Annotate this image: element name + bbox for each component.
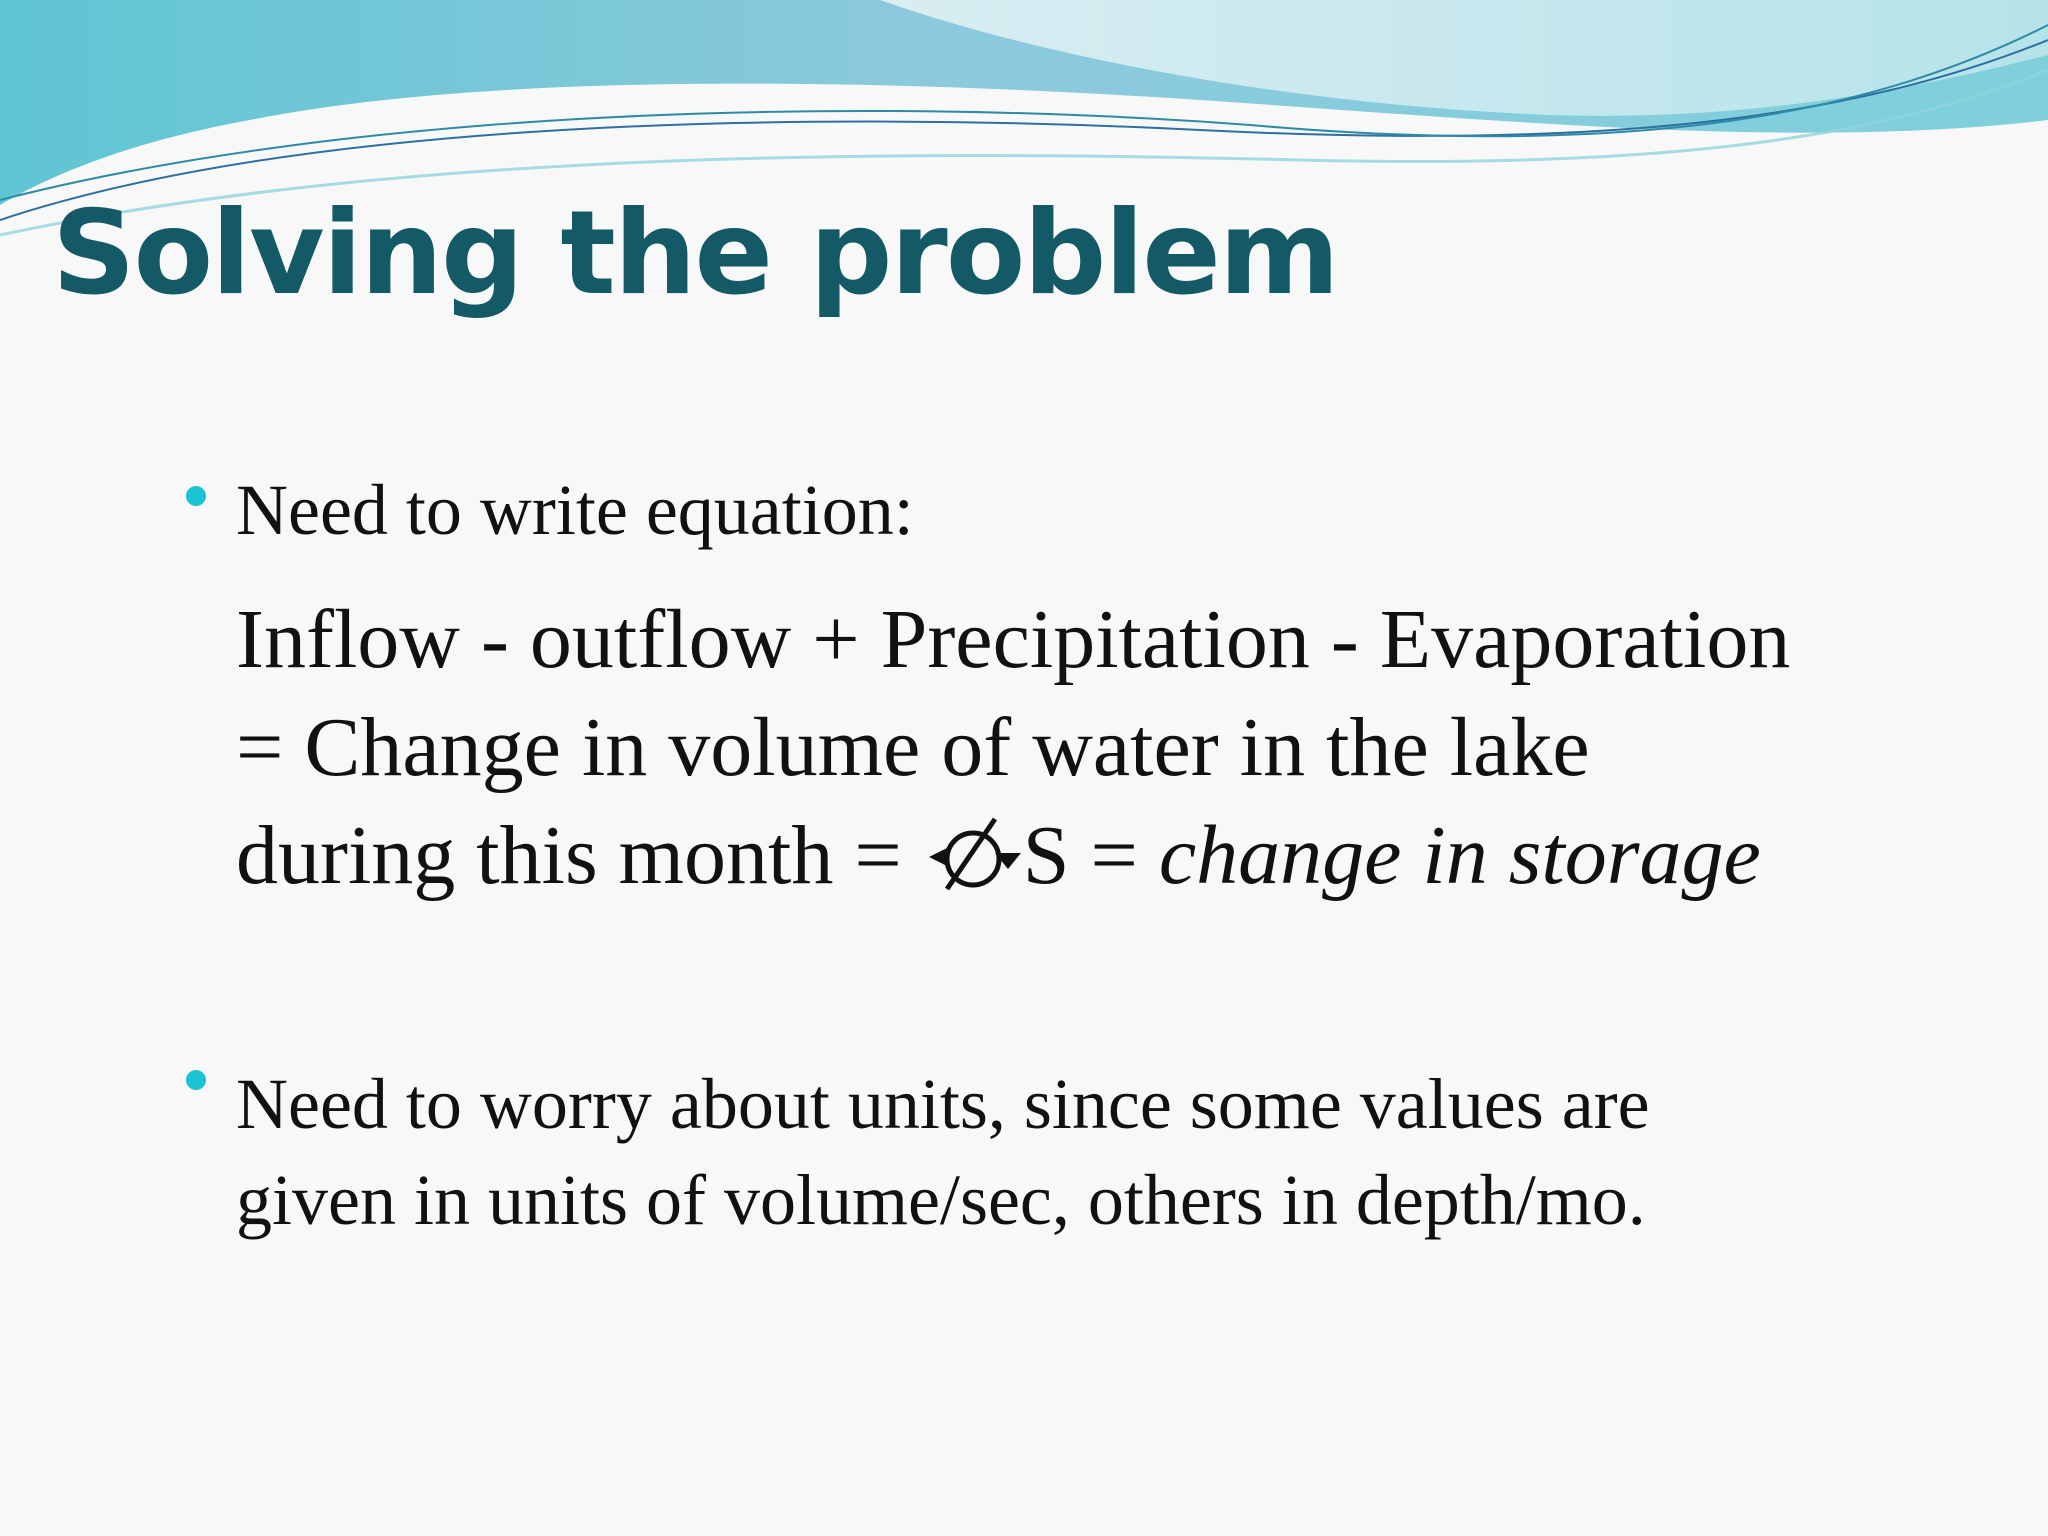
bullet-dot	[186, 1070, 206, 1090]
garbled-delta-icon	[923, 813, 1027, 897]
equation-line-3-italic: change in storage	[1158, 809, 1761, 902]
equation-block	[236, 586, 1790, 910]
slide-title: Solving the problem	[52, 186, 1338, 321]
equation-line-3-symbol: S =	[1022, 809, 1138, 902]
equation-line-3-prefix: during this month =	[236, 809, 902, 902]
equation-line-2: = Change in volume of water in the lake	[236, 701, 1590, 794]
equation-line-1: Inflow - outflow + Precipitation - Evaporation	[236, 593, 1791, 686]
bullet-text-units	[236, 1056, 1650, 1248]
units-line-2: given in units of volume/sec, others in depth/mo.	[236, 1160, 1646, 1240]
bullet-text-equation-intro: Need to write equation:	[236, 470, 914, 550]
equation-line-3	[236, 802, 1790, 910]
units-line-1: Need to worry about units, since some values are	[236, 1064, 1650, 1144]
bullet-dot	[186, 486, 206, 506]
